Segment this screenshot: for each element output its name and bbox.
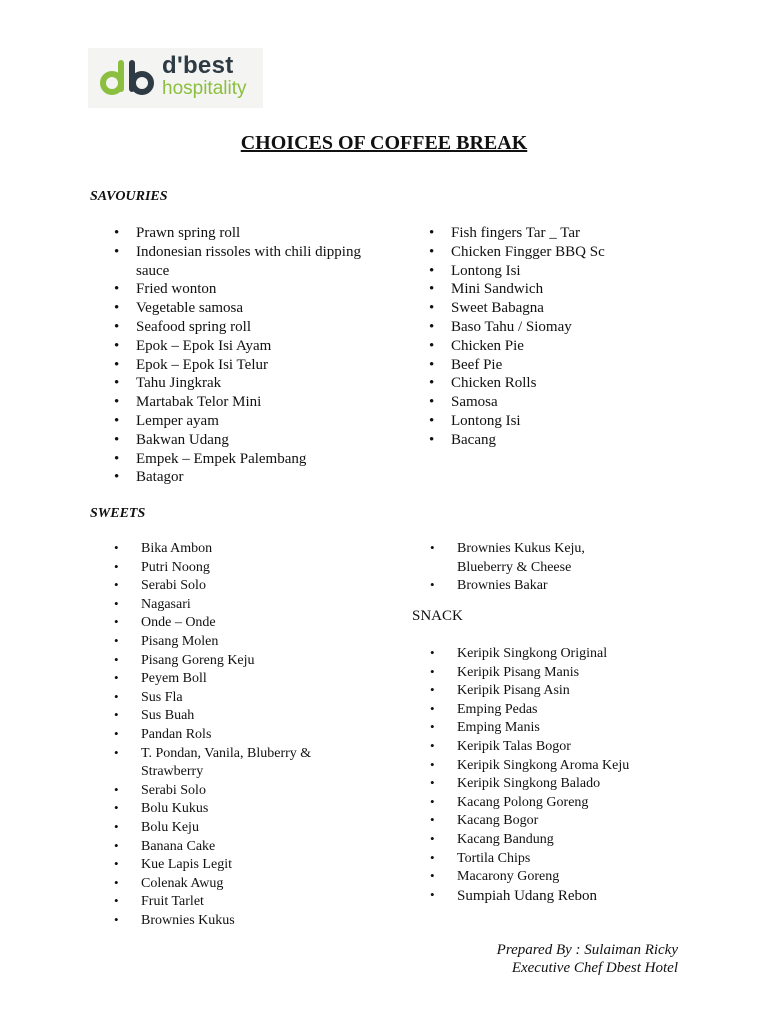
list-item: • Fried wonton [114, 281, 217, 298]
list-item: • Pandan Rols [114, 725, 212, 742]
list-item: • T. Pondan, Vanila, Bluberry & Strawberry [114, 744, 312, 780]
sweets-left-list [112, 540, 342, 930]
list-item: • Keripik Singkong Balado [430, 775, 601, 792]
list-item: • Seafood spring roll [114, 318, 251, 335]
list-item: • Empek – Empek Palembang [114, 450, 307, 467]
list-item: • Keripik Pisang Manis [430, 663, 580, 680]
list-item: • Sumpiah Udang Rebon [430, 886, 597, 904]
sweets-right-list [428, 540, 618, 596]
list-item: • Samosa [429, 394, 498, 411]
list-item: • Serabi Solo [114, 577, 206, 594]
list-item: • Keripik Singkong Original [430, 645, 608, 661]
list-item: • Emping Pedas [430, 700, 538, 717]
savouries-heading: SAVOURIES [90, 189, 168, 204]
list-item: • Prawn spring roll [114, 225, 241, 241]
list-item: • Kue Lapis Legit [114, 856, 232, 873]
brand-name: d'best [162, 52, 234, 79]
list-item: • Lemper ayam [114, 412, 219, 429]
list-item: • Bolu Keju [114, 818, 199, 835]
list-item: • Keripik Pisang Asin [430, 682, 570, 699]
list-item: • Serabi Solo [114, 781, 206, 798]
list-item: • Tahu Jingkrak [114, 375, 222, 392]
list-item: • Chicken Rolls [429, 375, 537, 392]
list-item: • Sweet Babagna [429, 300, 544, 317]
list-item: • Pisang Molen [114, 632, 219, 649]
list-item: • Lontong Isi [429, 412, 521, 429]
list-item: • Bolu Kukus [114, 800, 209, 817]
list-item: • Banana Cake [114, 837, 216, 854]
list-item: • Sus Buah [114, 707, 195, 724]
list-item: • Brownies Kukus Keju, Blueberry & Cheese [430, 540, 585, 575]
chef-title: Executive Chef Dbest Hotel [511, 960, 678, 976]
list-item: • Kacang Polong Goreng [430, 793, 589, 810]
list-item: • Pisang Goreng Keju [114, 651, 255, 668]
list-item: • Peyem Boll [114, 670, 207, 687]
list-item: • Chicken Fingger BBQ Sc [429, 243, 605, 260]
list-item: • Onde – Onde [114, 614, 216, 631]
list-item: • Nagasari [114, 595, 191, 612]
snack-heading: SNACK [412, 608, 463, 624]
list-item: • Lontong Isi [429, 262, 521, 279]
list-item: • Keripik Singkong Aroma Keju [430, 756, 630, 773]
list-item: • Bika Ambon [114, 540, 213, 556]
list-item: • Fish fingers Tar _ Tar [429, 225, 580, 241]
list-item: • Putri Noong [114, 558, 210, 575]
list-item: • Tortila Chips [430, 849, 531, 866]
list-item: • Colenak Awug [114, 874, 224, 891]
list-item: • Baso Tahu / Siomay [429, 318, 572, 335]
list-item: • Chicken Pie [429, 337, 524, 354]
sweets-heading: SWEETS [90, 506, 146, 521]
list-item: • Mini Sandwich [429, 281, 544, 298]
list-item: • Epok – Epok Isi Telur [114, 356, 268, 373]
db-logo-icon [98, 56, 158, 98]
savouries-right-list [427, 224, 687, 450]
list-item: • Kacang Bogor [430, 812, 539, 829]
list-item: • Brownies Kukus [114, 911, 235, 928]
list-item: • Indonesian rissoles with chili dipping sauce [114, 243, 361, 279]
list-item: • Vegetable samosa [114, 300, 244, 317]
list-item: • Epok – Epok Isi Ayam [114, 337, 272, 354]
list-item: • Brownies Bakar [430, 577, 548, 594]
list-item: • Fruit Tarlet [114, 893, 204, 910]
snack-list [428, 645, 678, 905]
list-item: • Sus Fla [114, 688, 183, 705]
list-item: • Bacang [429, 431, 496, 448]
list-item: • Macarony Goreng [430, 868, 560, 885]
list-item: • Emping Manis [430, 719, 540, 736]
list-item: • Kacang Bandung [430, 830, 554, 847]
brand-logo [88, 48, 263, 108]
list-item: • Batagor [114, 469, 184, 486]
list-item: • Martabak Telor Mini [114, 394, 262, 411]
list-item: • Beef Pie [429, 356, 503, 373]
brand-subtitle: hospitality [162, 78, 247, 99]
prepared-by: Prepared By : Sulaiman Ricky [496, 942, 678, 958]
page-title: CHOICES OF COFFEE BREAK [240, 132, 528, 154]
savouries-left-list [112, 224, 382, 487]
list-item: • Keripik Talas Bogor [430, 737, 571, 754]
list-item: • Bakwan Udang [114, 431, 229, 448]
